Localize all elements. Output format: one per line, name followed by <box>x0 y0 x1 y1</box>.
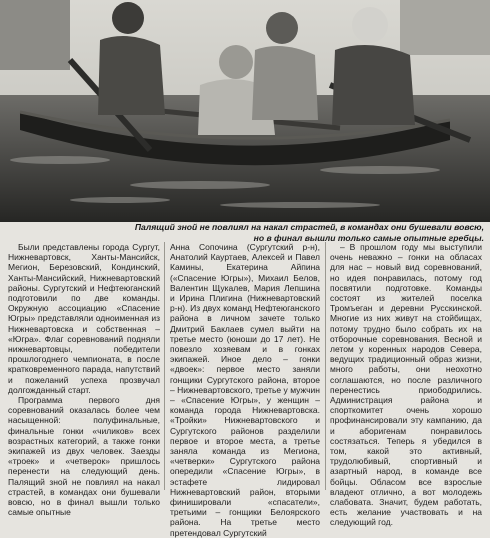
caption-line: но в финал вышли только самые опытные гребцы. <box>253 232 484 243</box>
article-paragraph: Анна Сопочина (Сургутский р-н), Анатолий Кауртаев, Алексей и Павел Камины, Екатерина Айпина («Спасение Югры»), Михаил Белов, Валентин Щукалев, Мария Лепшина и Ирина Плигина (Нижневартовский р-н). Из двух команд Нефтеюганского района в личном зачете только Дмитрий Баклаев сумел выйти на третье место (юноши до 17 лет). Не повезло хозяевам и в гонках экипажей. Иное дело – гонки «двоек»: первое место заняли гонщики Сургутского района, второе – Нижневартовского, третье у мужчин – «Спасение Югры», у женщин – команда города Нижневартовска. «Тройки» Нижневартовского и Сургутского районов разделили первое и второе места, а третье заняла команда из Мегиона, «четверки» Сургутского района опередили «Спасение Югры», в эстафете лидировал Нижневартовский район, вторыми финишировали «спасатели», третьими – гонщики Белоярского района. На третье место претендовал Сургутский <box>170 242 320 538</box>
article-body <box>0 242 490 538</box>
photo-caption <box>60 222 484 243</box>
article-paragraph: – В прошлом году мы выступили очень неважно – гонки на обласах для нас – новый вид соревнований, но идея понравилась, потому год посвятили подготовке. Команды состоят из жителей поселка Тромъеган и деревни Русскинской. Многие из них живут на стойбищах, потому трудно было собрать их на отборочные соревнования. Весной и летом у коренных народов Севера, ведущих традиционный образ жизни, много работы, они неохотно соглашаются, но после различного перенестись приободрились. Администрация района и спорткомитет очень хорошо профинансировали эту кампанию, да и аборигенам понравилось состязаться. Теперь я убедился в том, какой это активный, трудолюбивый, спортивный и азартный народ, в команде все бойцы. Обласом все взрослые владеют отлично, а вот молодежь слабовата. Значит, будем работать, есть желание участвовать и на следующий год. <box>330 242 482 528</box>
news-photo <box>0 0 490 222</box>
article-paragraph: Программа первого дня соревнований оказалась более чем насыщенной: полуфинальные, финальные гонки «чиликов» всех возрастных категорий, а также гонки экипажей из двух человек. Заезды «троек» и «четверок» пришлось перенести на следующий день. Палящий зной не повлиял на накал страстей, в командах они бушевали вовсю, но в финал вышли только самые опытные <box>8 395 160 518</box>
article-column-3 <box>330 242 482 528</box>
rowing-boat-photo <box>0 0 490 222</box>
article-column-1 <box>8 242 160 518</box>
caption-line: Палящий зной не повлиял на накал страстей, в командах они бушевали вовсю, <box>134 222 484 232</box>
article-paragraph: Были представлены города Сургут, Нижневартовск, Ханты-Мансийск, Мегион, Березовский, Кондинский, Ханты-Мансийский, Нижневартовский районы. Сургутский и Нефтеюганский подготовили по две команды. Окружную ассоциацию «Спасение Югры» представляли одноименная из Нижневартовска и собственная – «Югра». Флаг соревнований подняли нижневартовцы, победители прошлогоднего чемпионата, в после кратковременного парада, напутствий и пожеланий успеха прозвучал долгожданный старт. <box>8 242 160 395</box>
article-column-2 <box>170 242 320 538</box>
